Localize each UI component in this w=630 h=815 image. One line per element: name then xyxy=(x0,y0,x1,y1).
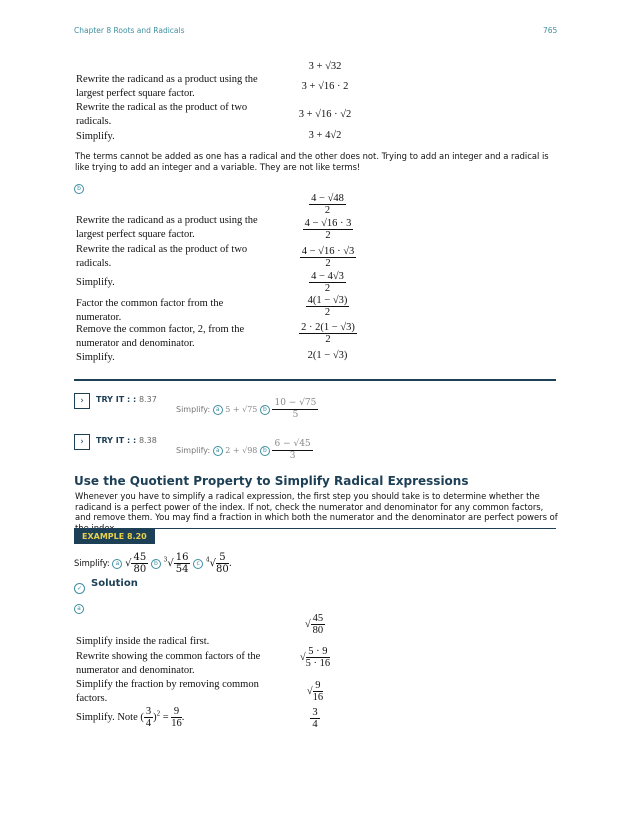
section-title: Use the Quotient Property to Simplify Radical Expressions xyxy=(74,474,469,488)
math-fraction: $\frac{3}{4}$ xyxy=(312,707,318,730)
math-radical: √ $\frac{5 \cdot 9}{5 \cdot 16}$ xyxy=(299,646,331,669)
example-tag: EXAMPLE 8.20 xyxy=(74,529,155,544)
page-number: 765 xyxy=(543,26,558,35)
solution-marker-a: a xyxy=(74,604,84,614)
step-text: Simplify. Note ( $\frac{3}{4}$ )$^2$ = $\frac{9}{16}$ . xyxy=(76,706,185,729)
expand-chevron-icon[interactable]: › xyxy=(74,393,90,409)
step-text: Rewrite the radical as the product of two radicals. xyxy=(76,102,248,127)
step-text: Simplify inside the radical first. xyxy=(76,636,210,647)
section-divider xyxy=(74,379,556,381)
math-fraction: $\frac{4 - √16 \cdot √3}{2}$ xyxy=(301,246,355,269)
math-fraction: $\frac{2 \cdot 2(1 - √3)}{2}$ xyxy=(301,322,355,345)
math-radical: √ $\frac{9}{16}$ xyxy=(306,680,324,703)
note-paragraph: The terms cannot be added as one has a radical and the other does not. Trying to add an integer and a radical is like trying to add an integer and a variable. They are not like terms! xyxy=(75,151,549,172)
try-it-8-38: › TRY IT : : 8.38 Simplify: a 2 + √98 b $\frac{6 - √45}{3}$ xyxy=(74,431,556,453)
math-expr: 2(1 − √3) xyxy=(307,350,348,361)
step-text: Simplify the fraction by removing common factors. xyxy=(76,679,259,704)
math-fraction: $\frac{4 - √16 \cdot 3}{2}$ xyxy=(304,218,352,241)
step-text: Rewrite the radical as the product of two radicals. xyxy=(76,244,248,269)
step-text: Simplify. xyxy=(76,352,115,363)
try-it-8-37: › TRY IT : : 8.37 Simplify: a 5 + √75 b $\frac{10 - √75}{5}$ xyxy=(74,390,556,412)
check-icon: ✓ xyxy=(74,583,85,594)
math-expr: 3 + √16 · 2 xyxy=(301,81,349,92)
math-fraction: $\frac{4 - 4√3}{2}$ xyxy=(311,271,344,294)
math-expr: 3 + 4√2 xyxy=(308,130,342,141)
step-text: Rewrite the radicand as a product using the largest perfect square factor. xyxy=(76,74,258,99)
step-text: Rewrite the radicand as a product using the largest perfect square factor. xyxy=(76,215,258,240)
step-text: Simplify. xyxy=(76,277,115,288)
math-expr: 3 + √16 · √2 xyxy=(298,109,352,120)
chapter-header: Chapter 8 Roots and Radicals xyxy=(74,26,185,35)
section-body: Whenever you have to simplify a radical expression, the first step you should take is to determine whether the radicand is a perfect power of the index. If not, check the numerator and denominator for any common factors, and remove them. You may find a fraction in which both the numerator and the denominator are perfect powers of xyxy=(75,491,558,522)
step-text: Simplify. xyxy=(76,131,115,142)
math-fraction: $\frac{4(1 - √3)}{2}$ xyxy=(307,295,348,318)
math-radical: √ $\frac{45}{80}$ xyxy=(304,613,324,636)
step-text: Rewrite showing the common factors of the numerator and denominator. xyxy=(76,651,261,676)
math-fraction: $\frac{4 - √48}{2}$ xyxy=(311,193,344,216)
part-marker-b: b xyxy=(74,184,84,194)
step-text: Remove the common factor, 2, from the numerator and denominator. xyxy=(76,324,245,349)
solution-label: Solution xyxy=(91,578,138,589)
expand-chevron-icon[interactable]: › xyxy=(74,434,90,450)
step-text: Factor the common factor from the numerator. xyxy=(76,298,224,323)
example-prompt: Simplify: a √ $\frac{45}{80}$ b $^3$√ $\frac{16}{54}$ c $^4$√ $\frac{5}{80}$ . xyxy=(74,552,232,575)
math-expr: 3 + √32 xyxy=(308,61,342,72)
